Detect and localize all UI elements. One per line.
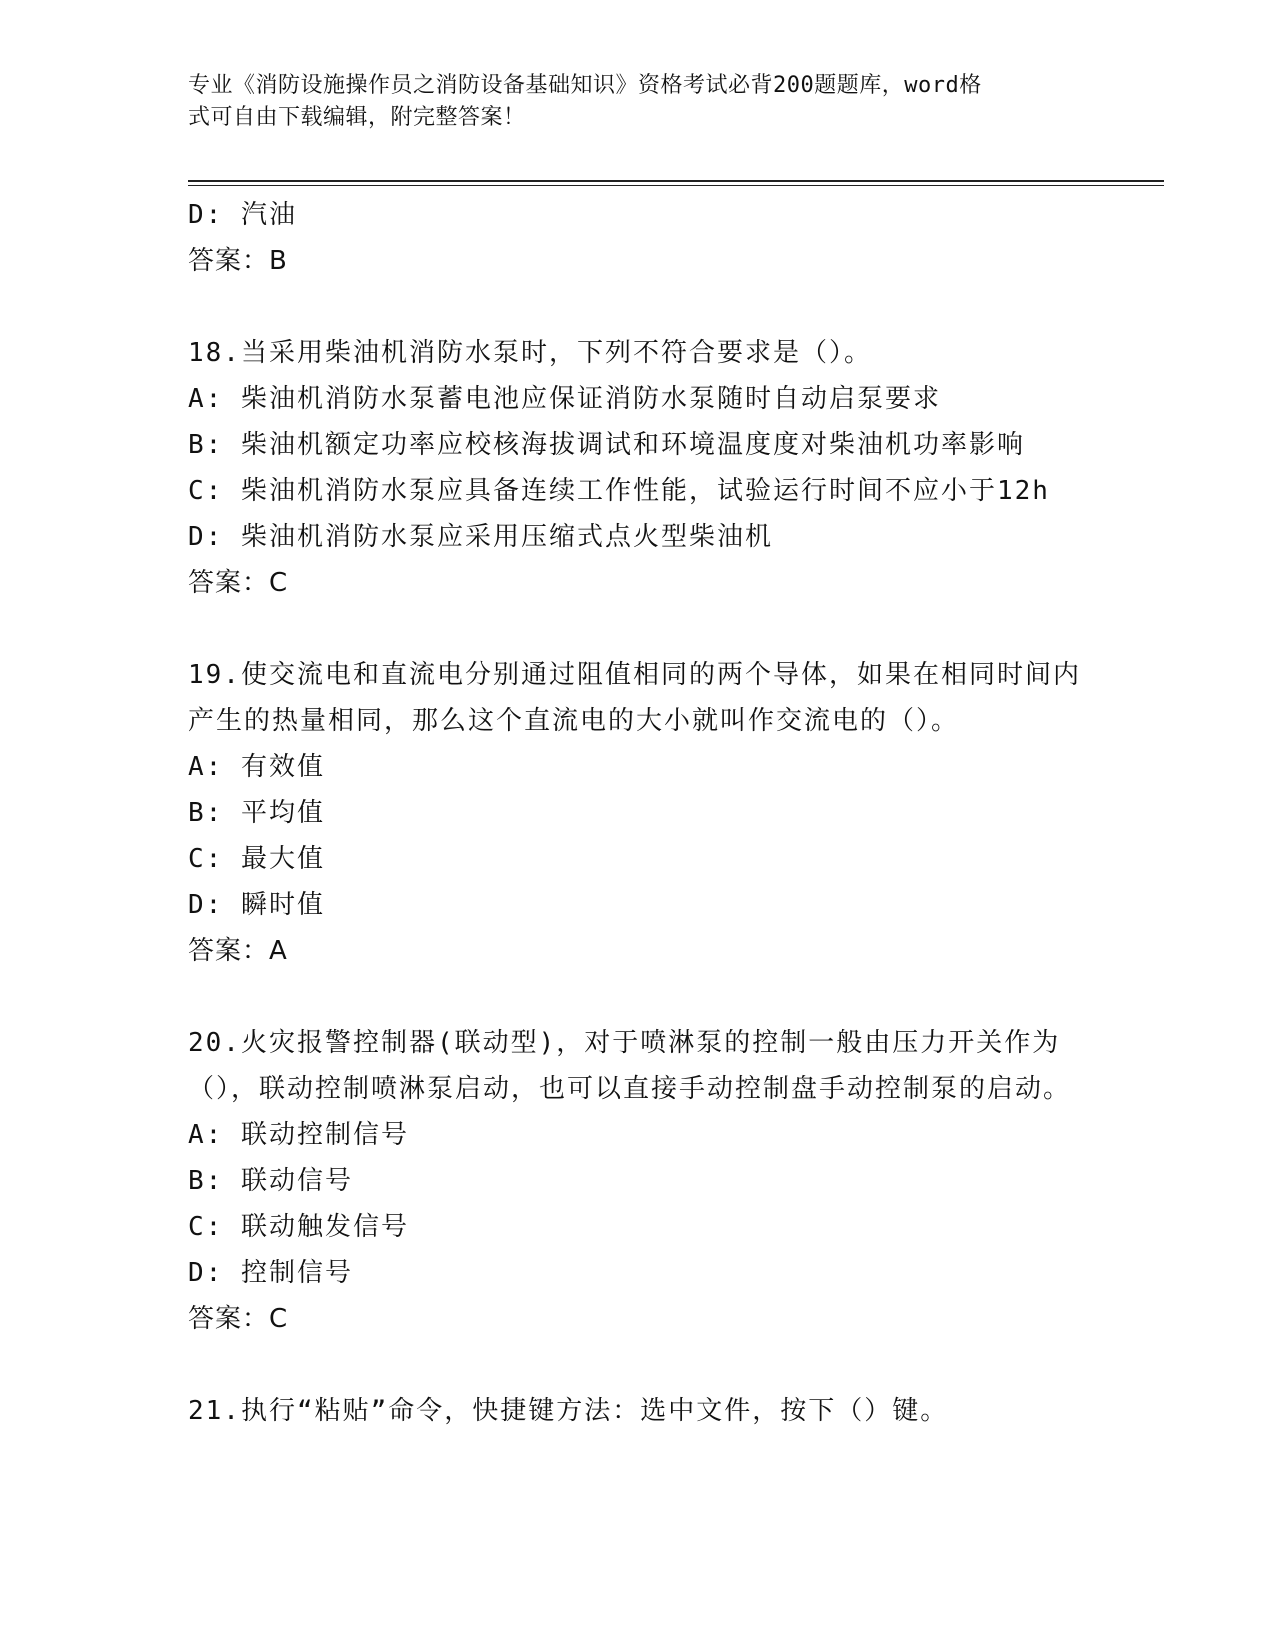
answer-label: 答案：A <box>188 936 288 966</box>
header-rule-bottom <box>188 185 1164 186</box>
option-b: B: 平均值 <box>188 798 325 828</box>
spacer <box>188 284 1088 330</box>
option-b: B: 联动信号 <box>188 1166 353 1196</box>
question-21 <box>188 1388 1088 1434</box>
question-19 <box>188 652 1088 974</box>
option-c: C: 联动触发信号 <box>188 1212 409 1242</box>
option-d: D: 瞬时值 <box>188 890 325 920</box>
option-a: A: 有效值 <box>188 752 325 782</box>
answer-label: 答案：C <box>188 1304 289 1334</box>
header-line-1: 专业《消防设施操作员之消防设备基础知识》资格考试必背200题题库，word格 <box>188 73 982 98</box>
spacer <box>188 1342 1088 1388</box>
option-d: D: 柴油机消防水泵应采用压缩式点火型柴油机 <box>188 522 773 552</box>
question-20 <box>188 1020 1088 1342</box>
header-line-2: 式可自由下载编辑，附完整答案！ <box>188 105 526 130</box>
header-rule-top <box>188 180 1164 182</box>
question-18 <box>188 330 1088 606</box>
question-stem: 18.当采用柴油机消防水泵时，下列不符合要求是（）。 <box>188 338 872 368</box>
option-c: C: 最大值 <box>188 844 325 874</box>
document-header <box>188 70 1088 134</box>
option-d: D: 汽油 <box>188 200 297 230</box>
option-a: A: 联动控制信号 <box>188 1120 409 1150</box>
answer-label: 答案：B <box>188 246 288 276</box>
spacer <box>188 606 1088 652</box>
answer-label: 答案：C <box>188 568 289 598</box>
option-c: C: 柴油机消防水泵应具备连续工作性能，试验运行时间不应小于12h <box>188 476 1050 506</box>
question-content <box>188 192 1088 1434</box>
option-d: D: 控制信号 <box>188 1258 353 1288</box>
option-b: B: 柴油机额定功率应校核海拔调试和环境温度度对柴油机功率影响 <box>188 430 1025 460</box>
question-stem: 20.火灾报警控制器(联动型)，对于喷淋泵的控制一般由压力开关作为（），联动控制喷淋泵启动，也可以直接手动控制盘手动控制泵的启动。 <box>188 1028 1072 1104</box>
question-stem: 21.执行“粘贴”命令，快捷键方法：选中文件，按下（）键。 <box>188 1396 949 1426</box>
spacer <box>188 974 1088 1020</box>
option-a: A: 柴油机消防水泵蓄电池应保证消防水泵随时自动启泵要求 <box>188 384 941 414</box>
question-stem: 19.使交流电和直流电分别通过阻值相同的两个导体，如果在相同时间内产生的热量相同，那么这个直流电的大小就叫作交流电的（）。 <box>188 660 1081 736</box>
question-17-tail <box>188 192 1088 284</box>
